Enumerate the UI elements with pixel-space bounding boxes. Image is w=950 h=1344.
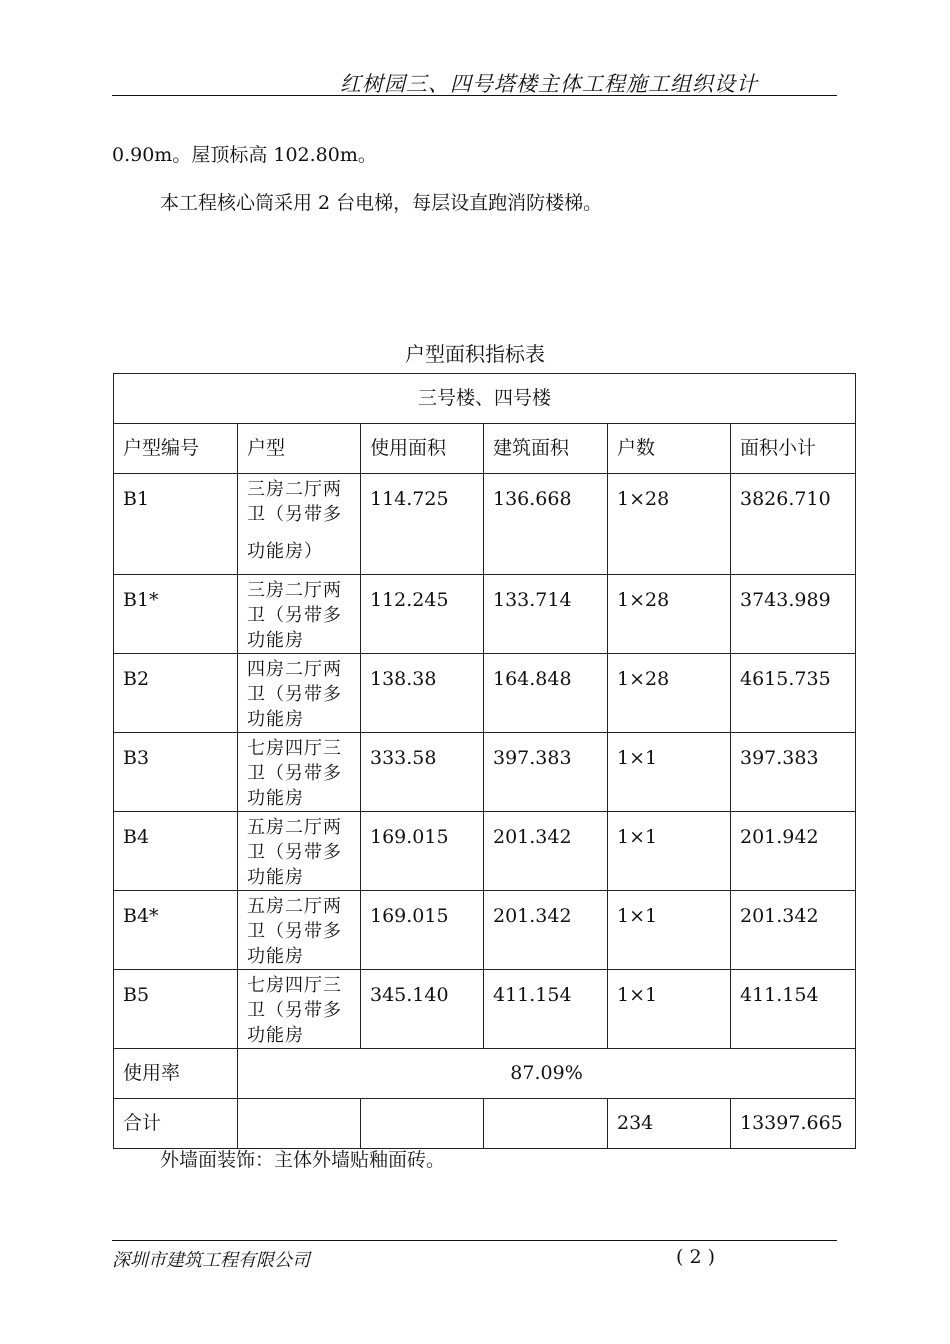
- column-header-count: 户数: [608, 424, 731, 474]
- total-count: 234: [608, 1099, 731, 1149]
- area-subtotal: 411.154: [731, 970, 856, 1049]
- footer-rule: [112, 1240, 837, 1241]
- unit-count: 1×1: [608, 812, 731, 891]
- unit-type-line: 功能房）: [247, 541, 323, 562]
- unit-code: B4: [114, 812, 238, 891]
- footer-company: 深圳市建筑工程有限公司: [112, 1250, 310, 1271]
- unit-area-table: [113, 373, 856, 1149]
- unit-type-line: 卫（另带多: [247, 921, 342, 942]
- unit-type: [238, 474, 361, 575]
- unit-type-line: 四房二厅两: [247, 659, 342, 680]
- unit-type-line: 功能房: [247, 867, 304, 888]
- column-header-build-area: 建筑面积: [484, 424, 608, 474]
- build-area: 201.342: [484, 891, 608, 970]
- paragraph-elevation: 0.90m。屋顶标高 102.80m。: [112, 144, 377, 166]
- document-header-title: 红树园三、四号塔楼主体工程施工组织设计: [340, 72, 758, 96]
- area-subtotal: 3743.989: [731, 575, 856, 654]
- build-area: 133.714: [484, 575, 608, 654]
- page-number: ( 2 ): [676, 1246, 715, 1268]
- area-subtotal: 201.942: [731, 812, 856, 891]
- column-header-subtotal: 面积小计: [731, 424, 856, 474]
- area-subtotal: 397.383: [731, 733, 856, 812]
- unit-type-line: 功能房: [247, 709, 304, 730]
- usage-rate-label: 使用率: [114, 1049, 238, 1099]
- use-area: 169.015: [361, 812, 484, 891]
- paragraph-elevator: 本工程核心筒采用 2 台电梯，每层设直跑消防楼梯。: [160, 192, 603, 214]
- unit-type-line: 功能房: [247, 946, 304, 967]
- unit-code: B2: [114, 654, 238, 733]
- unit-type-line: 三房二厅两: [247, 580, 342, 601]
- unit-type-line: 七房四厅三: [247, 975, 342, 996]
- total-row: [114, 1099, 856, 1149]
- use-area: 114.725: [361, 474, 484, 575]
- unit-type-line: 卫（另带多: [247, 504, 342, 525]
- unit-type: [238, 575, 361, 654]
- area-subtotal: 201.342: [731, 891, 856, 970]
- table-group-title: 三号楼、四号楼: [114, 374, 856, 424]
- use-area: 138.38: [361, 654, 484, 733]
- unit-type-line: 卫（另带多: [247, 1000, 342, 1021]
- unit-type-line: 卫（另带多: [247, 684, 342, 705]
- build-area: 411.154: [484, 970, 608, 1049]
- unit-count: 1×1: [608, 891, 731, 970]
- usage-rate-value: 87.09%: [238, 1049, 856, 1099]
- table-row: [114, 970, 856, 1049]
- column-header-use-area: 使用面积: [361, 424, 484, 474]
- unit-count: 1×28: [608, 474, 731, 575]
- usage-rate-row: [114, 1049, 856, 1099]
- unit-type: [238, 970, 361, 1049]
- unit-code: B3: [114, 733, 238, 812]
- unit-type-line: 卫（另带多: [247, 842, 342, 863]
- unit-type: [238, 891, 361, 970]
- area-subtotal: 3826.710: [731, 474, 856, 575]
- unit-type-line: 三房二厅两: [247, 479, 342, 500]
- table-row: [114, 474, 856, 575]
- unit-code: B1: [114, 474, 238, 575]
- build-area: 164.848: [484, 654, 608, 733]
- unit-code: B1*: [114, 575, 238, 654]
- header-rule: [112, 95, 837, 96]
- total-area: 13397.665: [731, 1099, 856, 1149]
- total-empty-cell: [238, 1099, 361, 1149]
- unit-count: 1×1: [608, 733, 731, 812]
- unit-type-line: 七房四厅三: [247, 738, 342, 759]
- unit-code: B5: [114, 970, 238, 1049]
- unit-type: [238, 654, 361, 733]
- table-row: [114, 891, 856, 970]
- paragraph-facade: 外墙面装饰：主体外墙贴釉面砖。: [160, 1149, 446, 1171]
- build-area: 136.668: [484, 474, 608, 575]
- total-empty-cell: [484, 1099, 608, 1149]
- build-area: 397.383: [484, 733, 608, 812]
- use-area: 112.245: [361, 575, 484, 654]
- column-header-type: 户型: [238, 424, 361, 474]
- unit-count: 1×28: [608, 654, 731, 733]
- unit-type-line: 功能房: [247, 1025, 304, 1046]
- use-area: 169.015: [361, 891, 484, 970]
- table-header-row: [114, 424, 856, 474]
- unit-type-line: 功能房: [247, 630, 304, 651]
- unit-count: 1×1: [608, 970, 731, 1049]
- use-area: 333.58: [361, 733, 484, 812]
- build-area: 201.342: [484, 812, 608, 891]
- column-header-code: 户型编号: [114, 424, 238, 474]
- unit-type-line: 五房二厅两: [247, 896, 342, 917]
- unit-type-line: 五房二厅两: [247, 817, 342, 838]
- unit-code: B4*: [114, 891, 238, 970]
- unit-type: [238, 812, 361, 891]
- table-row: [114, 812, 856, 891]
- total-empty-cell: [361, 1099, 484, 1149]
- unit-type: [238, 733, 361, 812]
- unit-count: 1×28: [608, 575, 731, 654]
- table-row: [114, 654, 856, 733]
- table-row: [114, 575, 856, 654]
- area-subtotal: 4615.735: [731, 654, 856, 733]
- table-group-row: [114, 374, 856, 424]
- unit-type-line: 卫（另带多: [247, 763, 342, 784]
- use-area: 345.140: [361, 970, 484, 1049]
- total-label: 合计: [114, 1099, 238, 1149]
- table-row: [114, 733, 856, 812]
- table-caption: 户型面积指标表: [405, 342, 545, 366]
- unit-type-line: 卫（另带多: [247, 605, 342, 626]
- unit-type-line: 功能房: [247, 788, 304, 809]
